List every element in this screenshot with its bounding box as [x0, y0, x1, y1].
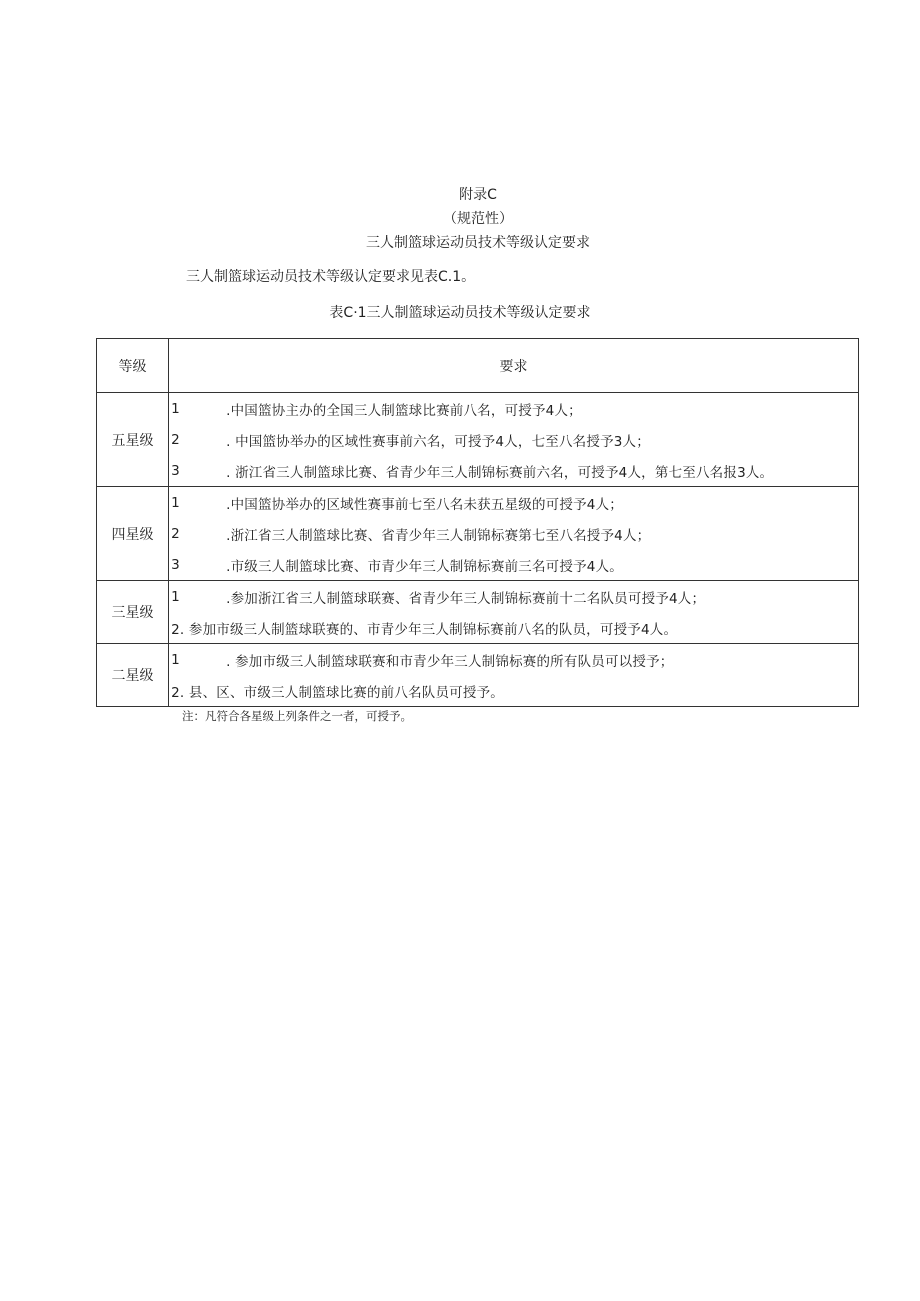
- table-caption: 表C·1三人制篮球运动员技术等级认定要求: [329, 305, 591, 321]
- item-number: 1: [171, 651, 180, 668]
- item-text: 2. 参加市级三人制篮球联赛的、市青少年三人制锦标赛前八名的队员，可授予4人。: [171, 621, 678, 638]
- requirement-cell: [169, 644, 859, 707]
- item-text: . 中国篮协举办的区域性赛事前六名，可授予4人，七至八名授予3人；: [226, 433, 650, 450]
- requirement-item: [169, 612, 858, 643]
- requirements-table: [96, 338, 859, 707]
- item-text: . 参加市级三人制篮球联赛和市青少年三人制锦标赛的所有队员可以授予；: [226, 653, 674, 670]
- level-cell: 四星级: [97, 487, 169, 581]
- requirement-item: [169, 644, 858, 675]
- item-number: 1: [171, 400, 180, 417]
- item-number: 1: [171, 494, 180, 511]
- item-text: .浙江省三人制篮球比赛、省青少年三人制锦标赛第七至八名授予4人；: [226, 527, 651, 544]
- requirement-item: [169, 487, 858, 518]
- appendix-title: 附录C: [459, 187, 497, 203]
- table-row: [97, 393, 859, 487]
- item-number: 3: [171, 556, 180, 573]
- requirement-cell: [169, 487, 859, 581]
- item-number: 2: [171, 431, 180, 448]
- requirement-item: [169, 518, 858, 549]
- appendix-name: 三人制篮球运动员技术等级认定要求: [366, 235, 590, 251]
- item-text: .中国篮协主办的全国三人制篮球比赛前八名，可授予4人；: [226, 402, 582, 419]
- requirement-cell: [169, 393, 859, 487]
- requirement-item: [169, 455, 858, 486]
- requirement-item: [169, 549, 858, 580]
- intro-paragraph: 三人制篮球运动员技术等级认定要求见表C.1。: [186, 269, 476, 285]
- item-text: .中国篮协举办的区域性赛事前七至八名未获五星级的可授予4人；: [226, 496, 623, 513]
- item-number: 3: [171, 462, 180, 479]
- table-note: 注：凡符合各星级上列条件之一者，可授予。: [182, 709, 412, 723]
- item-text: .参加浙江省三人制篮球联赛、省青少年三人制锦标赛前十二名队员可授予4人；: [226, 590, 706, 607]
- table-row: [97, 581, 859, 644]
- item-number: 1: [171, 588, 180, 605]
- requirement-item: [169, 393, 858, 424]
- header-requirement: 要求: [169, 339, 859, 393]
- level-cell: 五星级: [97, 393, 169, 487]
- header-level: 等级: [97, 339, 169, 393]
- table-row: [97, 487, 859, 581]
- table-header-row: [97, 339, 859, 393]
- requirement-item: [169, 675, 858, 706]
- level-cell: 三星级: [97, 581, 169, 644]
- appendix-type: （规范性）: [443, 211, 513, 227]
- requirement-item: [169, 581, 858, 612]
- item-text: .市级三人制篮球比赛、市青少年三人制锦标赛前三名可授予4人。: [226, 558, 623, 575]
- requirement-item: [169, 424, 858, 455]
- requirement-cell: [169, 581, 859, 644]
- level-cell: 二星级: [97, 644, 169, 707]
- table-row: [97, 644, 859, 707]
- item-text: . 浙江省三人制篮球比赛、省青少年三人制锦标赛前六名，可授予4人，第七至八名报3人。: [226, 464, 774, 481]
- item-number: 2: [171, 525, 180, 542]
- item-text: 2. 县、区、市级三人制篮球比赛的前八名队员可授予。: [171, 684, 504, 701]
